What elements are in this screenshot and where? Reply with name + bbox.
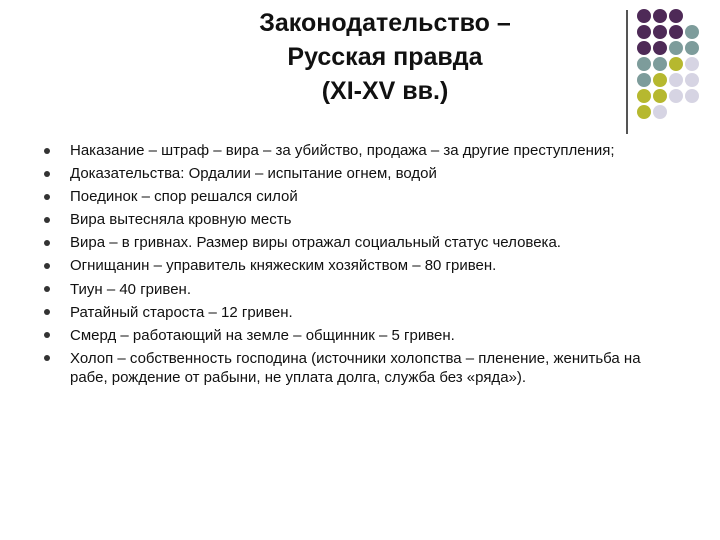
bullet-dot-icon xyxy=(44,148,50,154)
decorative-dot xyxy=(653,41,667,55)
decorative-dot xyxy=(685,57,699,71)
decorative-dot xyxy=(637,25,651,39)
bullet-dot-icon xyxy=(44,194,50,200)
decorative-dot xyxy=(669,25,683,39)
title-line-1: Законодательство – xyxy=(259,9,511,37)
bullet-text: Доказательства: Ордалии – испытание огнем, водой xyxy=(70,165,437,183)
decorative-dot xyxy=(637,57,651,71)
bullet-item xyxy=(44,141,644,161)
decorative-dot xyxy=(669,89,683,103)
decorative-dot xyxy=(685,41,699,55)
bullet-text: Ратайный староста – 12 гривен. xyxy=(70,303,293,321)
decorative-dot-grid xyxy=(637,9,717,121)
bullet-item xyxy=(44,280,644,300)
bullet-dot-icon xyxy=(44,171,50,177)
title-line-2: Русская правда xyxy=(287,43,483,71)
decorative-dot xyxy=(653,73,667,87)
decorative-dot xyxy=(637,41,651,55)
decorative-dot xyxy=(653,57,667,71)
vertical-divider xyxy=(626,10,628,134)
bullet-text: Тиун – 40 гривен. xyxy=(70,280,191,298)
bullet-text: Вира – в гривнах. Размер виры отражал социальный статус человека. xyxy=(70,234,561,252)
bullet-text: Смерд – работающий на земле – общинник – 5 гривен. xyxy=(70,326,455,344)
bullet-item xyxy=(44,187,644,207)
decorative-dot xyxy=(637,105,651,119)
bullet-text: Наказание – штраф – вира – за убийство, продажа – за другие преступления; xyxy=(70,142,615,159)
bullet-dot-icon xyxy=(44,355,50,361)
bullet-item xyxy=(44,326,644,346)
bullet-dot-icon xyxy=(44,332,50,338)
decorative-dot xyxy=(637,89,651,103)
decorative-dot xyxy=(637,9,651,23)
decorative-dot xyxy=(653,89,667,103)
bullet-dot-icon xyxy=(44,309,50,315)
bullet-text: Холоп – собственность господина (источники холопства – пленение, женитьба на рабе, рождение от рабыни, не уплата долга, служба без «ряда»). xyxy=(70,349,641,387)
bullet-item xyxy=(44,210,644,230)
bullet-item xyxy=(44,256,644,276)
bullet-text: Огнищанин – управитель княжеским хозяйством – 80 гривен. xyxy=(70,257,497,275)
slide-title xyxy=(150,6,620,108)
decorative-dot xyxy=(685,73,699,87)
decorative-dot xyxy=(669,41,683,55)
bullet-item xyxy=(44,349,644,388)
bullet-item xyxy=(44,164,644,184)
bullet-text: Вира вытесняла кровную месть xyxy=(70,211,292,229)
title-line-3: (XI-XV вв.) xyxy=(321,77,449,105)
bullet-item xyxy=(44,303,644,323)
decorative-dot xyxy=(669,9,683,23)
decorative-dot xyxy=(653,105,667,119)
bullet-list xyxy=(44,141,644,391)
bullet-dot-icon xyxy=(44,286,50,292)
bullet-dot-icon xyxy=(44,217,50,223)
bullet-text: Поединок – спор решался силой xyxy=(70,188,298,206)
decorative-dot xyxy=(653,25,667,39)
decorative-dot xyxy=(637,73,651,87)
decorative-dot xyxy=(685,25,699,39)
bullet-dot-icon xyxy=(44,263,50,269)
decorative-dot xyxy=(653,9,667,23)
decorative-dot xyxy=(685,89,699,103)
decorative-dot xyxy=(669,57,683,71)
bullet-item xyxy=(44,233,644,253)
decorative-dot xyxy=(669,73,683,87)
bullet-dot-icon xyxy=(44,240,50,246)
